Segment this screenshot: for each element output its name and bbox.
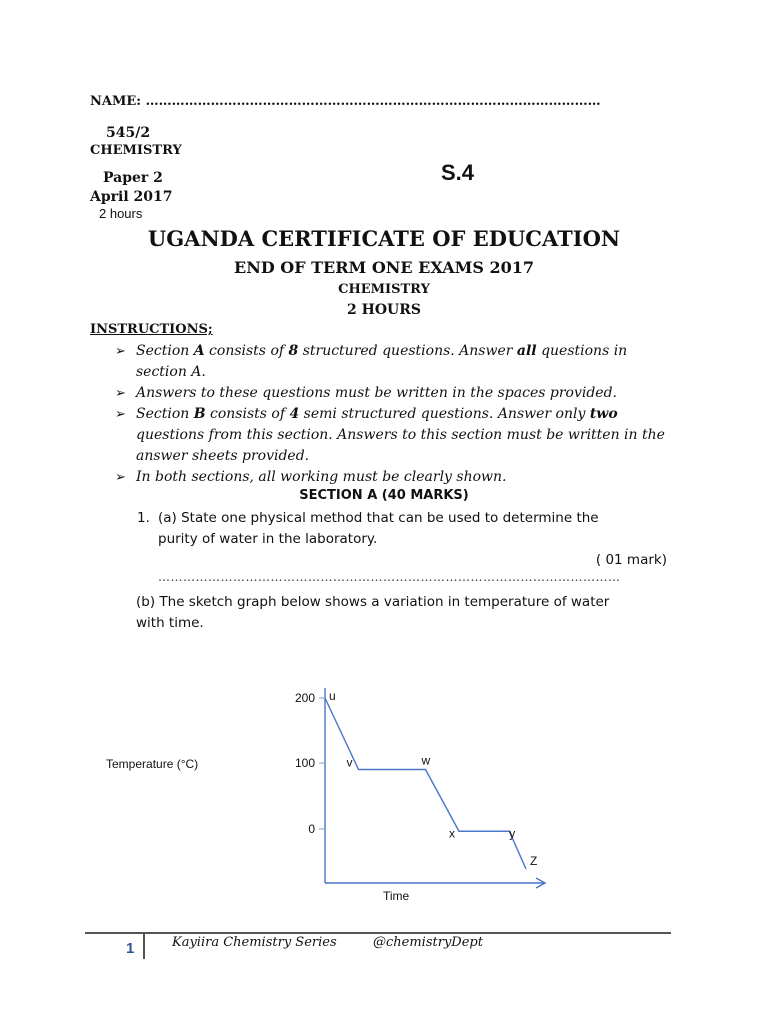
temperature-time-graph bbox=[90, 680, 570, 920]
y-tick-label: 200 bbox=[294, 691, 315, 705]
x-axis-label: Time bbox=[383, 889, 410, 903]
cooling-curve-line bbox=[325, 698, 526, 869]
answer-line: ………………………………………………………………………………………………… bbox=[158, 570, 621, 584]
y-tick-label: 0 bbox=[308, 822, 315, 836]
exam-date: April 2017 bbox=[90, 189, 173, 205]
exam-duration: 2 hours bbox=[99, 206, 143, 221]
footer-series: Kayiira Chemistry Series bbox=[172, 935, 337, 950]
question-number: 1. bbox=[137, 510, 150, 526]
point-label: Z bbox=[530, 853, 538, 868]
arrow-bullet-icon: ➢ bbox=[115, 470, 126, 485]
footer-handle: @chemistryDept bbox=[373, 935, 483, 950]
question-1b-line-1: (b) The sketch graph below shows a variation in temperature of water bbox=[136, 594, 610, 610]
footer-vertical-bar bbox=[143, 934, 145, 959]
y-axis-label: Temperature (°C) bbox=[106, 757, 199, 771]
y-tick-label: 100 bbox=[294, 756, 315, 770]
exam-subtitle: END OF TERM ONE EXAMS 2017 bbox=[234, 258, 534, 277]
instruction-item: ➢ Answers to these questions must be written in the spaces provided. bbox=[112, 383, 672, 404]
paper-number: Paper 2 bbox=[103, 170, 163, 186]
question-1b-line-2: with time. bbox=[136, 615, 204, 631]
point-label: u bbox=[329, 689, 336, 703]
instruction-item: ➢ In both sections, all working must be clearly shown. bbox=[112, 467, 672, 488]
question-1a-line-2: purity of water in the laboratory. bbox=[158, 531, 378, 547]
footer-divider bbox=[85, 932, 671, 934]
section-a-heading: SECTION A (40 MARKS) bbox=[299, 488, 469, 503]
subject-label: CHEMISTRY bbox=[90, 143, 182, 158]
exam-title: UGANDA CERTIFICATE OF EDUCATION bbox=[147, 226, 621, 251]
instruction-item: ➢ Section A consists of 8 structured questions. Answer all questions in section A. bbox=[115, 343, 628, 380]
page-number: 1 bbox=[126, 940, 135, 957]
arrow-bullet-icon: ➢ bbox=[115, 407, 126, 422]
arrow-bullet-icon: ➢ bbox=[115, 386, 126, 401]
point-label: y bbox=[509, 826, 516, 841]
instruction-item: ➢ Section B consists of 4 semi structured questions. Answer only two questions from this section. Answers to this section must be written in the answer sheets provided. bbox=[115, 406, 665, 464]
exam-subject: CHEMISTRY bbox=[338, 282, 430, 297]
point-label: w bbox=[421, 753, 431, 768]
point-label: x bbox=[449, 826, 455, 841]
point-label: v bbox=[346, 755, 353, 770]
question-1a-line-1: (a) State one physical method that can be used to determine the bbox=[158, 510, 599, 526]
instructions-heading: INSTRUCTIONS; bbox=[90, 322, 213, 337]
instructions-list bbox=[112, 341, 672, 488]
exam-hours: 2 HOURS bbox=[347, 302, 421, 318]
arrow-bullet-icon: ➢ bbox=[115, 344, 126, 359]
name-field: NAME: …………………………………………………………………………………………… bbox=[90, 94, 601, 109]
class-level: S.4 bbox=[441, 160, 475, 185]
paper-code: 545/2 bbox=[106, 125, 151, 141]
mark-allocation: ( 01 mark) bbox=[595, 552, 667, 568]
